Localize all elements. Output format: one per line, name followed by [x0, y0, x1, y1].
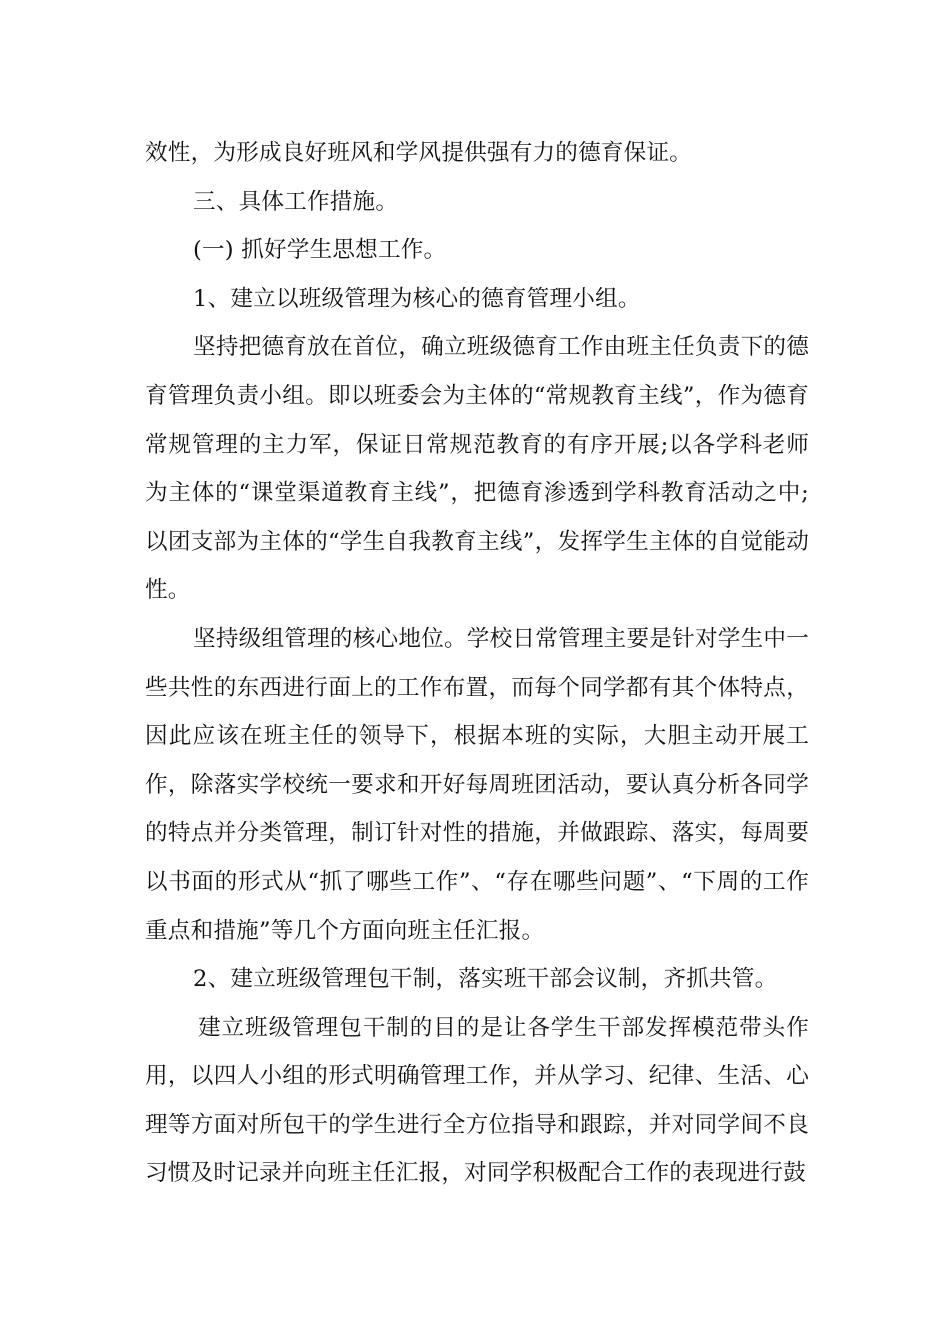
item-heading-moral-group: 1、建立以班级管理为核心的德育管理小组。 — [193, 285, 641, 312]
document-body — [145, 129, 809, 1198]
paragraph-moral-priority: 坚持把德育放在首位，确立班级德育工作由班主任负责下的德育管理负责小组。即以班委会为主体的“常规教育主线”，作为德育常规管理的主力军，保证日常规范教育的有序开展;以各学科老师为主体的“课堂渠道教育主线”，把德育渗透到学科教育活动之中;以团支部为主体的“学生自我教育主线”，发挥学生主体的自觉能动性。 — [145, 334, 809, 604]
paragraph-contract-purpose: 建立班级管理包干制的目的是让各学生干部发挥模范带头作用，以四人小组的形式明确管理工作，并从学习、纪律、生活、心理等方面对所包干的学生进行全方位指导和跟踪，并对同学间不良习惯及时记录并向班主任汇报，对同学积极配合工作的表现进行鼓 — [145, 1014, 809, 1187]
paragraph-grade-management: 坚持级组管理的核心地位。学校日常管理主要是针对学生中一些共性的东西进行面上的工作布置，而每个同学都有其个体特点，因此应该在班主任的领导下，根据本班的实际，大胆主动开展工作，除落实学校统一要求和开好每周班团活动，要认真分析各同学的特点并分类管理，制订针对性的措施，并做跟踪、落实，每周要以书面的形式从“抓了哪些工作”、“存在哪些问题”、“下周的工作重点和措施”等几个方面向班主任汇报。 — [145, 625, 809, 944]
section-heading-measures: 三、具体工作措施。 — [193, 188, 399, 215]
item-heading-class-contract: 2、建立班级管理包干制，落实班干部会议制，齐抓共管。 — [193, 966, 778, 993]
paragraph-continuation: 效性，为形成良好班风和学风提供强有力的德育保证。 — [145, 140, 693, 166]
subsection-heading-thought-work: (一) 抓好学生思想工作。 — [193, 237, 447, 264]
